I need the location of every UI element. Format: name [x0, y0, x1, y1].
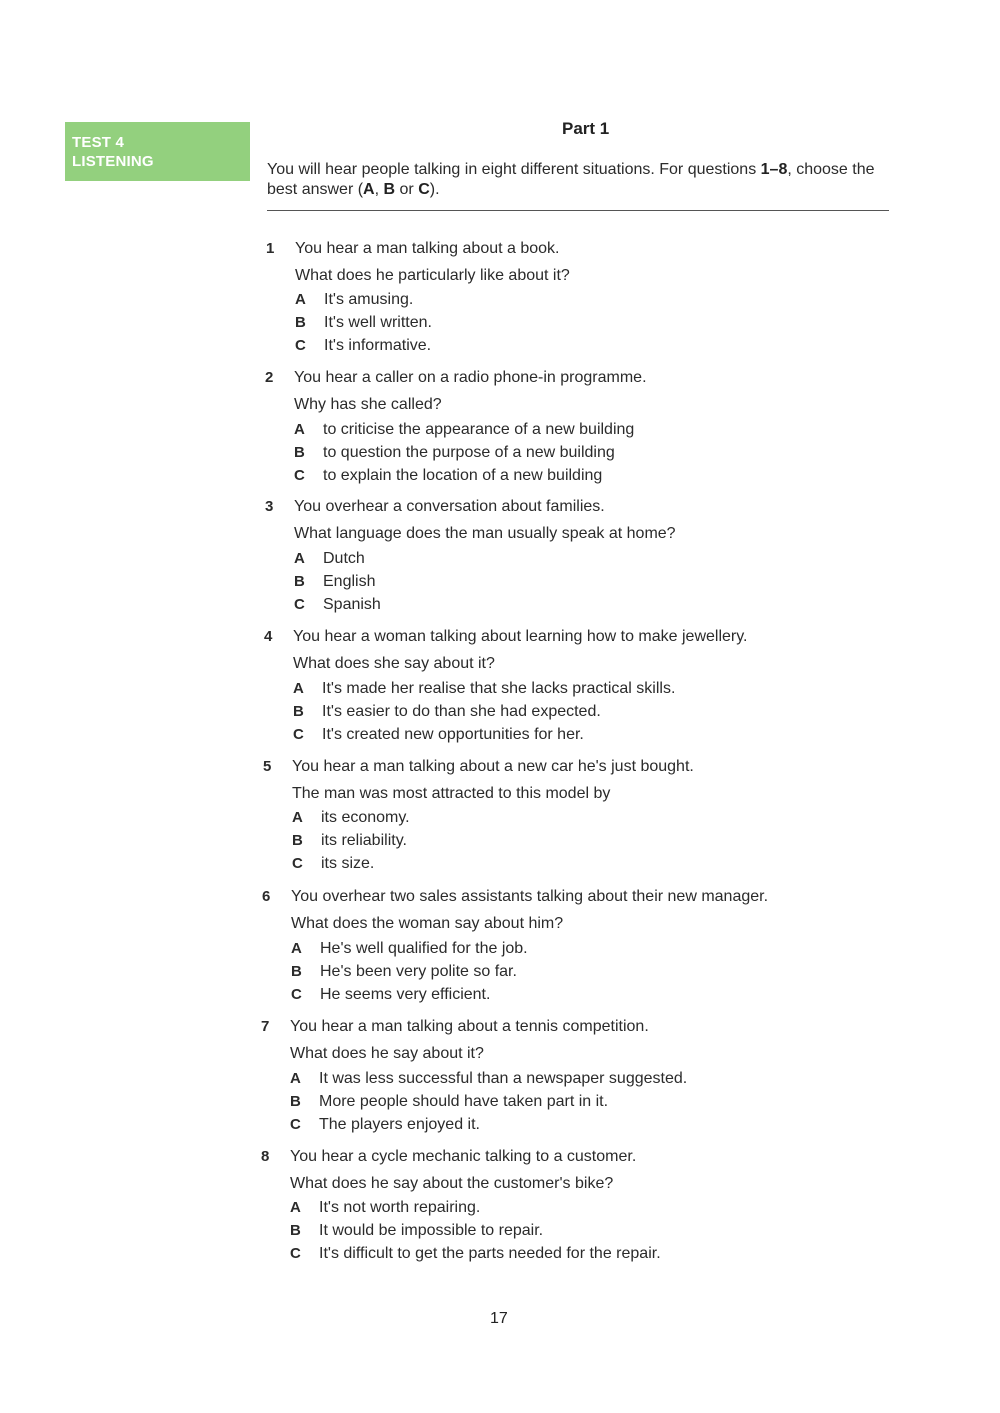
- question-number: 8: [261, 1148, 270, 1165]
- option-a: [293, 679, 675, 699]
- instructions-text-middle: , choose the best answer (: [267, 161, 875, 198]
- question-prompt: What does the woman say about him?: [291, 915, 564, 932]
- option-letter: B: [292, 832, 303, 849]
- option-letter: B: [291, 963, 302, 980]
- option-a: [295, 290, 413, 310]
- option-letter: C: [292, 855, 303, 872]
- option-text: to question the purpose of a new building: [323, 444, 615, 461]
- question-number: 1: [266, 240, 275, 257]
- option-letter: B: [295, 314, 306, 331]
- question-context: You hear a woman talking about learning how to make jewellery.: [293, 628, 748, 645]
- option-a: [291, 939, 528, 959]
- option-text: It's difficult to get the parts needed for the repair.: [319, 1245, 661, 1262]
- option-c: [294, 595, 381, 615]
- instructions-sep1: ,: [374, 181, 384, 198]
- question-context: You overhear two sales assistants talking about their new manager.: [291, 888, 769, 905]
- option-letter: A: [290, 1070, 301, 1087]
- option-letter: A: [291, 940, 302, 957]
- option-letter: B: [290, 1222, 301, 1239]
- option-b: [294, 572, 375, 592]
- question-context: You hear a caller on a radio phone-in programme.: [294, 369, 647, 386]
- instructions-letter-b: B: [383, 181, 396, 198]
- option-b: [294, 443, 615, 463]
- option-text: to explain the location of a new building: [323, 467, 603, 484]
- option-c: [294, 466, 602, 486]
- option-c: [295, 336, 431, 356]
- question-number: 6: [262, 888, 271, 905]
- question-context: You hear a man talking about a tennis competition.: [290, 1018, 649, 1035]
- question-prompt: Why has she called?: [294, 396, 442, 413]
- option-b: [292, 831, 407, 851]
- option-c: [290, 1244, 661, 1264]
- question-number: 4: [264, 628, 273, 645]
- option-letter: C: [294, 467, 305, 484]
- instructions-sep2: or: [395, 181, 419, 198]
- option-text: He's been very polite so far.: [320, 963, 517, 980]
- question-prompt: What does he say about the customer's bike?: [290, 1175, 614, 1192]
- option-a: [290, 1069, 687, 1089]
- section-tag-listening: LISTENING: [72, 153, 154, 170]
- question-prompt: What does she say about it?: [293, 655, 495, 672]
- question-context: You hear a man talking about a new car he's just bought.: [292, 758, 694, 775]
- option-c: [291, 985, 490, 1005]
- option-text: It's informative.: [324, 337, 432, 354]
- question-context: You overhear a conversation about families.: [294, 498, 605, 515]
- instructions-range: 1–8: [760, 161, 788, 178]
- instructions-text-before: You will hear people talking in eight different situations. For questions: [267, 161, 761, 178]
- option-letter: B: [293, 703, 304, 720]
- section-tag-test: TEST 4: [72, 134, 125, 151]
- option-text: The players enjoyed it.: [319, 1116, 480, 1133]
- question-number: 5: [263, 758, 272, 775]
- option-letter: A: [292, 809, 303, 826]
- question-prompt: What does he say about it?: [290, 1045, 484, 1062]
- option-text: Spanish: [323, 596, 381, 613]
- option-letter: C: [294, 596, 305, 613]
- option-letter: C: [290, 1245, 301, 1262]
- option-text: He seems very efficient.: [320, 986, 491, 1003]
- option-letter: C: [295, 337, 306, 354]
- question-prompt: What does he particularly like about it?: [295, 267, 570, 284]
- question-context: You hear a man talking about a book.: [295, 240, 560, 257]
- option-a: [292, 808, 410, 828]
- option-letter: A: [294, 421, 305, 438]
- instructions-letter-a: A: [363, 181, 375, 198]
- question-number: 2: [265, 369, 274, 386]
- option-c: [292, 854, 374, 874]
- option-text: to criticise the appearance of a new building: [323, 421, 635, 438]
- instructions-divider: [267, 210, 889, 211]
- option-a: [294, 420, 634, 440]
- option-text: It's easier to do than she had expected.: [322, 703, 601, 720]
- question-number: 7: [261, 1018, 270, 1035]
- question-number: 3: [265, 498, 274, 515]
- section-tag: [65, 122, 250, 181]
- option-text: He's well qualified for the job.: [320, 940, 528, 957]
- option-text: It's not worth repairing.: [319, 1199, 481, 1216]
- option-c: [290, 1115, 480, 1135]
- option-letter: A: [295, 291, 306, 308]
- option-letter: A: [293, 680, 304, 697]
- option-letter: A: [290, 1199, 301, 1216]
- option-text: its reliability.: [321, 832, 407, 849]
- option-text: English: [323, 573, 376, 590]
- option-b: [290, 1092, 608, 1112]
- instructions-text-end: ).: [429, 181, 440, 198]
- page-number: 17: [490, 1310, 508, 1327]
- option-text: It's made her realise that she lacks practical skills.: [322, 680, 676, 697]
- option-text: It's well written.: [324, 314, 432, 331]
- option-text: Dutch: [323, 550, 365, 567]
- option-letter: C: [290, 1116, 301, 1133]
- option-letter: C: [291, 986, 302, 1003]
- option-b: [291, 962, 517, 982]
- option-text: its economy.: [321, 809, 410, 826]
- option-letter: A: [294, 550, 305, 567]
- option-text: its size.: [321, 855, 375, 872]
- option-text: More people should have taken part in it.: [319, 1093, 609, 1110]
- option-text: It was less successful than a newspaper suggested.: [319, 1070, 688, 1087]
- question-prompt: What language does the man usually speak at home?: [294, 525, 676, 542]
- question-prompt: The man was most attracted to this model by: [292, 785, 611, 802]
- option-text: It's created new opportunities for her.: [322, 726, 584, 743]
- option-b: [290, 1221, 543, 1241]
- option-letter: B: [290, 1093, 301, 1110]
- option-letter: C: [293, 726, 304, 743]
- option-b: [293, 702, 601, 722]
- option-c: [293, 725, 584, 745]
- question-context: You hear a cycle mechanic talking to a customer.: [290, 1148, 637, 1165]
- option-b: [295, 313, 432, 333]
- part-title: Part 1: [562, 119, 610, 138]
- option-a: [290, 1198, 480, 1218]
- option-text: It's amusing.: [324, 291, 414, 308]
- instructions-letter-c: C: [418, 181, 430, 198]
- instructions: [267, 160, 892, 200]
- option-letter: B: [294, 444, 305, 461]
- option-a: [294, 549, 365, 569]
- option-text: It would be impossible to repair.: [319, 1222, 544, 1239]
- option-letter: B: [294, 573, 305, 590]
